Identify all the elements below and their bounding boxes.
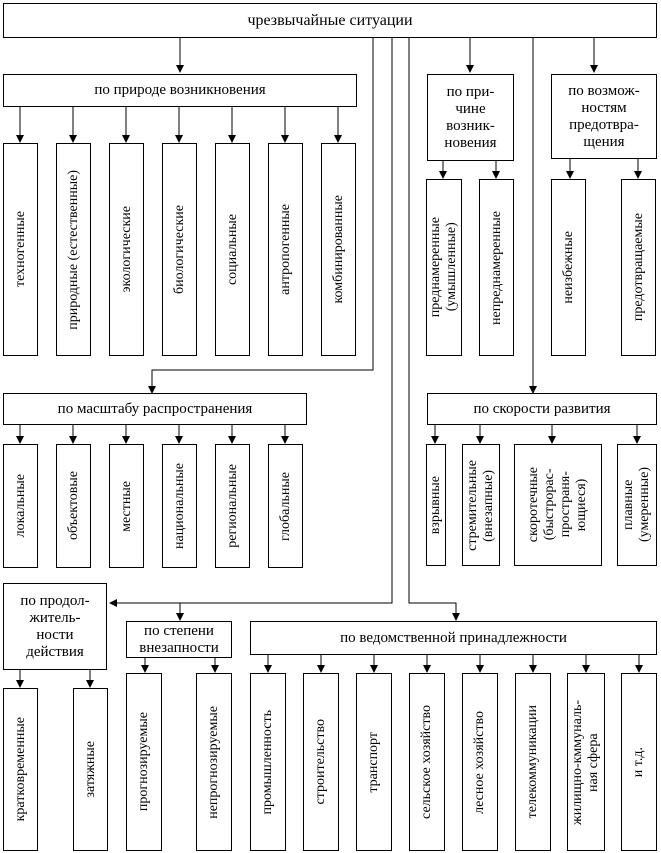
root-box — [3, 3, 657, 38]
scale-header — [3, 393, 307, 425]
origin-item: социальные — [215, 143, 250, 356]
origin-item: антропогенные — [268, 143, 303, 356]
department-title: по ведомственной принадлежности — [340, 629, 567, 646]
duration-item: кратковременные — [3, 688, 38, 851]
prevention-item: предотвращаемые — [621, 179, 656, 356]
origin-item: комбинированные — [321, 143, 356, 356]
origin-title: по природе возникновения — [94, 82, 266, 98]
prevention-header — [551, 74, 657, 159]
prevention-title: по возмож- ностям предотвра- щения — [568, 82, 640, 150]
department-item: лесное хозяйство — [462, 673, 498, 851]
root-title: чрезвычайные ситуации — [247, 12, 413, 29]
speed-item: взрывные — [426, 444, 446, 566]
scale-item: национальные — [162, 444, 197, 568]
origin-header — [3, 74, 357, 107]
duration-item: затяжные — [73, 688, 108, 851]
origin-item: природные (естественные) — [56, 143, 91, 356]
department-item: телекоммуникации — [515, 673, 551, 851]
origin-item: техногенные — [3, 143, 38, 356]
scale-item: локальные — [3, 444, 38, 568]
cause-header — [427, 74, 514, 161]
suddenness-header — [126, 621, 232, 658]
duration-header — [3, 583, 107, 670]
scale-item: глобальные — [268, 444, 303, 568]
department-item: промышленность — [250, 673, 286, 851]
speed-item: плавные (умеренные) — [617, 444, 657, 566]
department-item: строительство — [303, 673, 339, 851]
speed-item: стремительные (внезапные) — [462, 444, 500, 566]
speed-header — [427, 393, 657, 425]
department-item: транспорт — [356, 673, 392, 851]
suddenness-title: по степени внезапности — [139, 622, 219, 656]
cause-item: непреднамеренные — [479, 179, 514, 356]
suddenness-item: прогнозируемые — [126, 673, 162, 851]
scale-item: объектовые — [56, 444, 91, 568]
duration-title: по продол- житель- ности действия — [20, 592, 90, 660]
cause-item: преднамеренные (умышленные) — [426, 179, 462, 356]
speed-item: скоротечные (быстрорас- пространя- ющиеся) — [514, 444, 602, 566]
department-item: сельское хозяйство — [409, 673, 445, 851]
department-item: жилищно-кммуналь- ная сфера — [567, 673, 605, 851]
prevention-item: неизбежные — [551, 179, 586, 356]
scale-item: местные — [109, 444, 144, 568]
scale-title: по масштабу распространения — [57, 400, 253, 417]
scale-item: региональные — [215, 444, 250, 568]
origin-item: экологические — [109, 143, 144, 356]
suddenness-item: непрогнозируемые — [196, 673, 232, 851]
department-item: и т.д. — [621, 673, 657, 851]
origin-item: биологические — [162, 143, 197, 356]
cause-title: по при- чине возник- новения — [444, 83, 497, 151]
speed-title: по скорости развития — [473, 400, 611, 417]
department-header — [250, 621, 657, 655]
